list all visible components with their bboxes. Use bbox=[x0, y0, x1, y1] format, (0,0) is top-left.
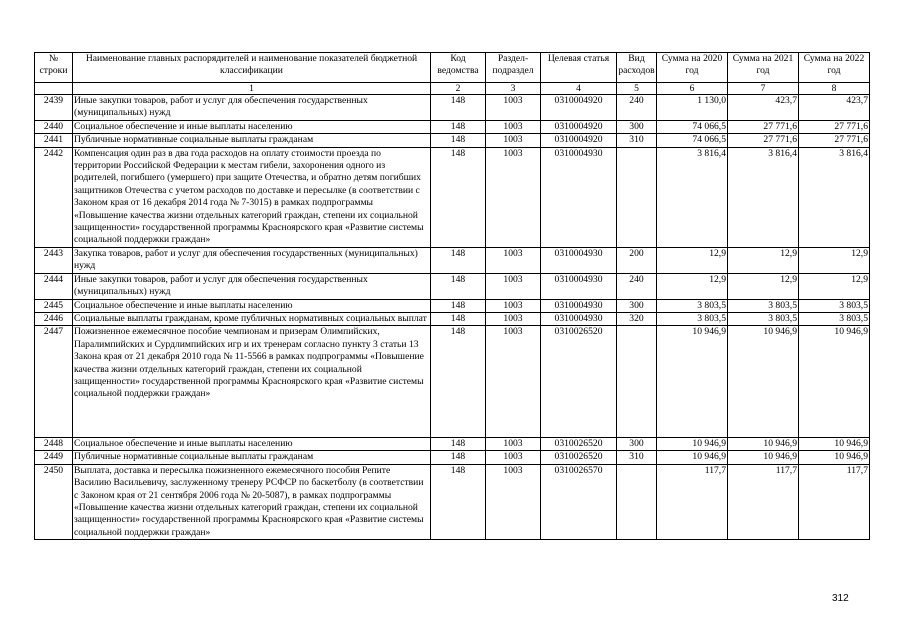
row-sum-2022: 3 816,4 bbox=[799, 147, 870, 247]
row-sum-2020: 10 946,9 bbox=[657, 451, 728, 464]
row-name: Пожизненное ежемесячное пособие чемпионам и призерам Олимпийских, Паралимпийских и Сурдлимпийских игр и их тренерам согласно пункту 3 статьи 13 Закона края от 21 декабря 2010 года № 11-5566 в рамках подпрограммы «Повышение качества жизни отдельных категорий граждан, степени их социальной защищенности» государственной программы Красноярского края «Развитие системы социальной поддержки граждан» bbox=[73, 326, 431, 438]
row-department-code: 148 bbox=[431, 95, 486, 121]
row-sum-2021: 12,9 bbox=[728, 247, 799, 273]
row-expense-type: 300 bbox=[617, 120, 657, 133]
row-expense-type: 200 bbox=[617, 247, 657, 273]
row-target-article: 0310004930 bbox=[541, 247, 617, 273]
row-department-code: 148 bbox=[431, 464, 486, 539]
row-name: Компенсация один раз в два года расходов на оплату стоимости проезда по территории Российской Федерации к местам гибели, захоронения одного из родителей, погибшего (умершего) при защите Отечества, и обратно детям погибших защитников Отечества с учетом расходов по доставке и пересылке (в соответствии с Законом края от 16 декабря 2014 года № 7-3015) в рамках подпрограммы «Повышение качества жизни отдельных категорий граждан, степени их социальной защищенности» государственной программы Красноярского края «Развитие системы социальной поддержки граждан» bbox=[73, 147, 431, 247]
row-name: Выплата, доставка и пересылка пожизненного ежемесячного пособия Репите Василию Васильевичу, заслуженному тренеру РСФСР по баскетболу (в соответствии с Законом края от 21 сентября 2006 года № 20-5087), в рамках подпрограммы «Повышение качества жизни отдельных категорий граждан, степени их социальной защищенности» государственной программы Красноярского края «Развитие системы социальной поддержки граждан» bbox=[73, 464, 431, 539]
row-name: Социальное обеспечение и иные выплаты населению bbox=[73, 437, 431, 450]
header-sum-2021: Сумма на 2021 год bbox=[728, 53, 799, 83]
row-department-code: 148 bbox=[431, 134, 486, 147]
row-sum-2020: 74 066,5 bbox=[657, 134, 728, 147]
row-sum-2020: 10 946,9 bbox=[657, 437, 728, 450]
table-row bbox=[35, 451, 870, 464]
row-target-article: 0310004930 bbox=[541, 299, 617, 312]
row-department-code: 148 bbox=[431, 247, 486, 273]
header-number-cell bbox=[35, 83, 73, 95]
row-name: Социальное обеспечение и иные выплаты населению bbox=[73, 120, 431, 133]
row-sum-2021: 423,7 bbox=[728, 95, 799, 121]
row-sum-2020: 117,7 bbox=[657, 464, 728, 539]
row-number: 2450 bbox=[35, 464, 73, 539]
budget-table bbox=[34, 52, 870, 540]
header-number-cell: 2 bbox=[431, 83, 486, 95]
row-expense-type: 240 bbox=[617, 273, 657, 299]
table-row bbox=[35, 247, 870, 273]
row-number: 2449 bbox=[35, 451, 73, 464]
header-name: Наименование главных распорядителей и наименование показателей бюджетной классификации bbox=[73, 53, 431, 83]
header-number-cell: 5 bbox=[617, 83, 657, 95]
row-number: 2441 bbox=[35, 134, 73, 147]
row-sum-2022: 117,7 bbox=[799, 464, 870, 539]
table-row bbox=[35, 120, 870, 133]
row-department-code: 148 bbox=[431, 273, 486, 299]
header-number-cell: 7 bbox=[728, 83, 799, 95]
row-sum-2022: 27 771,6 bbox=[799, 134, 870, 147]
row-sum-2022: 10 946,9 bbox=[799, 326, 870, 438]
row-expense-type: 300 bbox=[617, 299, 657, 312]
row-sum-2021: 27 771,6 bbox=[728, 120, 799, 133]
row-sum-2022: 423,7 bbox=[799, 95, 870, 121]
header-section: Раздел-подраздел bbox=[486, 53, 541, 83]
row-section: 1003 bbox=[486, 464, 541, 539]
row-number: 2445 bbox=[35, 299, 73, 312]
row-name: Иные закупки товаров, работ и услуг для обеспечения государственных (муниципальных) нужд bbox=[73, 95, 431, 121]
row-section: 1003 bbox=[486, 299, 541, 312]
row-sum-2020: 1 130,0 bbox=[657, 95, 728, 121]
header-number-cell: 1 bbox=[73, 83, 431, 95]
row-section: 1003 bbox=[486, 134, 541, 147]
row-expense-type: 240 bbox=[617, 95, 657, 121]
row-sum-2021: 3 816,4 bbox=[728, 147, 799, 247]
row-sum-2021: 10 946,9 bbox=[728, 451, 799, 464]
row-section: 1003 bbox=[486, 95, 541, 121]
row-sum-2022: 10 946,9 bbox=[799, 451, 870, 464]
row-section: 1003 bbox=[486, 451, 541, 464]
header-number-cell: 6 bbox=[657, 83, 728, 95]
row-expense-type: 300 bbox=[617, 437, 657, 450]
header-numbers-row bbox=[35, 83, 870, 95]
row-sum-2022: 12,9 bbox=[799, 247, 870, 273]
row-sum-2021: 117,7 bbox=[728, 464, 799, 539]
row-sum-2021: 3 803,5 bbox=[728, 299, 799, 312]
row-sum-2020: 74 066,5 bbox=[657, 120, 728, 133]
row-expense-type bbox=[617, 326, 657, 438]
row-sum-2020: 3 803,5 bbox=[657, 299, 728, 312]
table-row bbox=[35, 299, 870, 312]
header-number-cell: 8 bbox=[799, 83, 870, 95]
row-section: 1003 bbox=[486, 312, 541, 325]
row-sum-2020: 10 946,9 bbox=[657, 326, 728, 438]
row-number: 2447 bbox=[35, 326, 73, 438]
row-department-code: 148 bbox=[431, 299, 486, 312]
row-expense-type bbox=[617, 464, 657, 539]
table-row bbox=[35, 437, 870, 450]
row-department-code: 148 bbox=[431, 312, 486, 325]
row-target-article: 0310004930 bbox=[541, 312, 617, 325]
row-section: 1003 bbox=[486, 147, 541, 247]
row-name: Социальные выплаты гражданам, кроме публичных нормативных социальных выплат bbox=[73, 312, 431, 325]
row-number: 2446 bbox=[35, 312, 73, 325]
row-target-article: 0310026520 bbox=[541, 326, 617, 438]
header-target-article: Целевая статья bbox=[541, 53, 617, 83]
row-expense-type: 320 bbox=[617, 312, 657, 325]
row-section: 1003 bbox=[486, 247, 541, 273]
row-target-article: 0310004930 bbox=[541, 273, 617, 299]
row-department-code: 148 bbox=[431, 451, 486, 464]
row-sum-2020: 3 803,5 bbox=[657, 312, 728, 325]
table-row bbox=[35, 95, 870, 121]
row-number: 2448 bbox=[35, 437, 73, 450]
table-row bbox=[35, 134, 870, 147]
row-sum-2022: 10 946,9 bbox=[799, 437, 870, 450]
row-name: Публичные нормативные социальные выплаты гражданам bbox=[73, 134, 431, 147]
row-sum-2022: 12,9 bbox=[799, 273, 870, 299]
header-sum-2022: Сумма на 2022 год bbox=[799, 53, 870, 83]
row-sum-2022: 3 803,5 bbox=[799, 299, 870, 312]
row-section: 1003 bbox=[486, 120, 541, 133]
page-number: 312 bbox=[832, 593, 849, 604]
row-number: 2442 bbox=[35, 147, 73, 247]
header-row-number: № строки bbox=[35, 53, 73, 83]
table-row bbox=[35, 312, 870, 325]
header-sum-2020: Сумма на 2020 год bbox=[657, 53, 728, 83]
row-department-code: 148 bbox=[431, 147, 486, 247]
row-name: Публичные нормативные социальные выплаты гражданам bbox=[73, 451, 431, 464]
row-expense-type: 310 bbox=[617, 451, 657, 464]
row-target-article: 0310026520 bbox=[541, 451, 617, 464]
budget-table-page bbox=[34, 52, 869, 540]
header-number-cell: 3 bbox=[486, 83, 541, 95]
row-target-article: 0310026520 bbox=[541, 437, 617, 450]
row-sum-2020: 3 816,4 bbox=[657, 147, 728, 247]
header-row bbox=[35, 53, 870, 83]
table-row bbox=[35, 464, 870, 539]
row-number: 2444 bbox=[35, 273, 73, 299]
row-expense-type: 310 bbox=[617, 134, 657, 147]
row-department-code: 148 bbox=[431, 120, 486, 133]
header-number-cell: 4 bbox=[541, 83, 617, 95]
row-section: 1003 bbox=[486, 437, 541, 450]
row-target-article: 0310004920 bbox=[541, 120, 617, 133]
row-sum-2022: 27 771,6 bbox=[799, 120, 870, 133]
table-row bbox=[35, 326, 870, 438]
row-name: Социальное обеспечение и иные выплаты населению bbox=[73, 299, 431, 312]
row-sum-2021: 10 946,9 bbox=[728, 437, 799, 450]
row-name: Иные закупки товаров, работ и услуг для обеспечения государственных (муниципальных) нужд bbox=[73, 273, 431, 299]
row-department-code: 148 bbox=[431, 437, 486, 450]
row-sum-2020: 12,9 bbox=[657, 247, 728, 273]
row-number: 2443 bbox=[35, 247, 73, 273]
row-target-article: 0310004930 bbox=[541, 147, 617, 247]
row-number: 2439 bbox=[35, 95, 73, 121]
table-row bbox=[35, 147, 870, 247]
row-sum-2021: 10 946,9 bbox=[728, 326, 799, 438]
header-expense-type: Вид расходов bbox=[617, 53, 657, 83]
row-sum-2021: 12,9 bbox=[728, 273, 799, 299]
row-sum-2021: 27 771,6 bbox=[728, 134, 799, 147]
row-sum-2021: 3 803,5 bbox=[728, 312, 799, 325]
row-sum-2020: 12,9 bbox=[657, 273, 728, 299]
row-section: 1003 bbox=[486, 326, 541, 438]
row-expense-type bbox=[617, 147, 657, 247]
row-sum-2022: 3 803,5 bbox=[799, 312, 870, 325]
row-target-article: 0310004920 bbox=[541, 134, 617, 147]
table-body bbox=[35, 95, 870, 540]
row-target-article: 0310004920 bbox=[541, 95, 617, 121]
row-department-code: 148 bbox=[431, 326, 486, 438]
row-name: Закупка товаров, работ и услуг для обеспечения государственных (муниципальных) нужд bbox=[73, 247, 431, 273]
table-row bbox=[35, 273, 870, 299]
row-number: 2440 bbox=[35, 120, 73, 133]
row-target-article: 0310026570 bbox=[541, 464, 617, 539]
header-department-code: Код ведомства bbox=[431, 53, 486, 83]
row-section: 1003 bbox=[486, 273, 541, 299]
